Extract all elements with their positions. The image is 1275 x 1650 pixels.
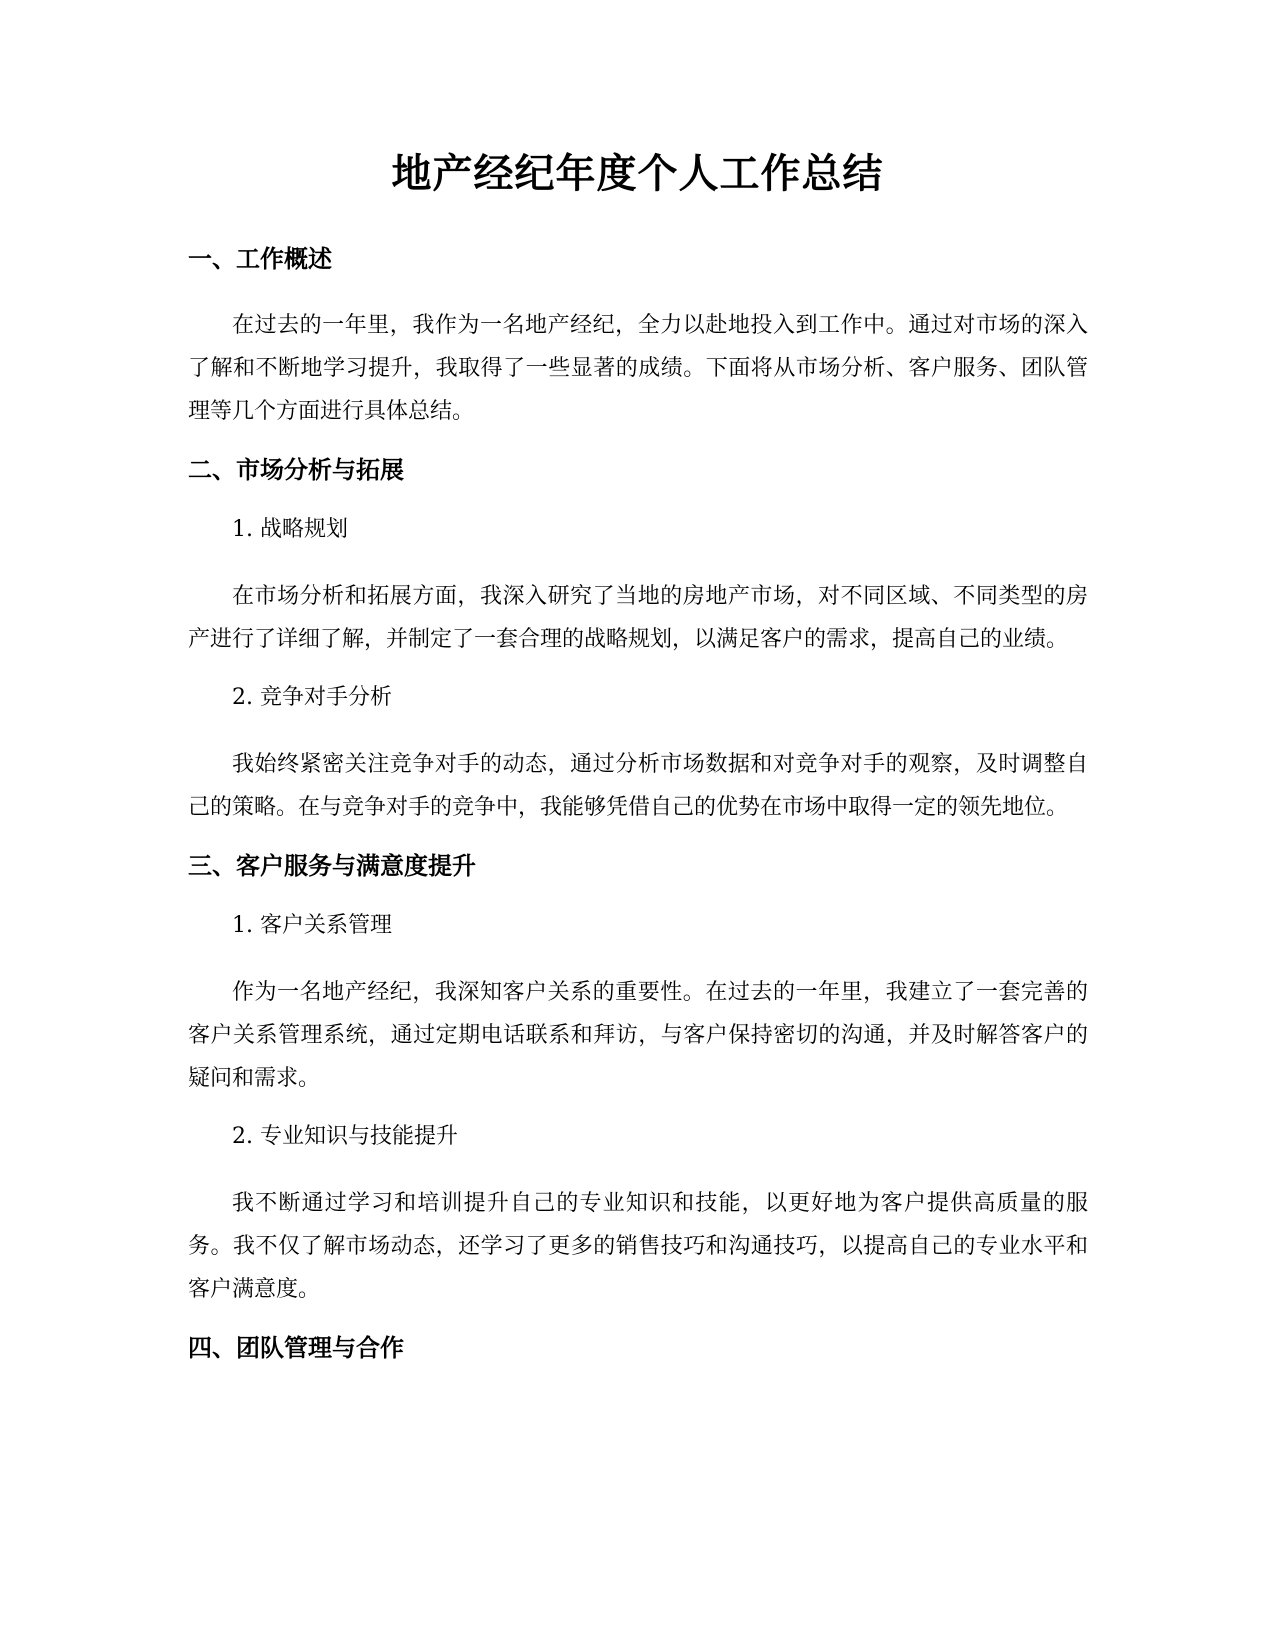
subsection-title: 1. 客户关系管理 [232, 913, 392, 938]
section-heading: 二、市场分析与拓展 [188, 456, 404, 484]
section-heading: 一、工作概述 [188, 245, 332, 273]
section-work-overview [188, 244, 1088, 433]
body-paragraph: 我始终紧密关注竞争对手的动态，通过分析市场数据和对竞争对手的观察，及时调整自己的策略。在与竞争对手的竞争中，我能够凭借自己的优势在市场中取得一定的领先地位。 [188, 752, 1088, 820]
document-title: 地产经纪年度个人工作总结 [391, 151, 884, 197]
subsection-title: 2. 竞争对手分析 [232, 685, 392, 710]
section-heading: 四、团队管理与合作 [188, 1334, 404, 1362]
body-paragraph: 在过去的一年里，我作为一名地产经纪，全力以赴地投入到工作中。通过对市场的深入了解和不断地学习提升，我取得了一些显著的成绩。下面将从市场分析、客户服务、团队管理等几个方面进行具体总结。 [188, 313, 1088, 424]
body-paragraph: 我不断通过学习和培训提升自己的专业知识和技能，以更好地为客户提供高质量的服务。我不仅了解市场动态，还学习了更多的销售技巧和沟通技巧，以提高自己的专业水平和客户满意度。 [188, 1191, 1088, 1302]
body-paragraph: 作为一名地产经纪，我深知客户关系的重要性。在过去的一年里，我建立了一套完善的客户关系管理系统，通过定期电话联系和拜访，与客户保持密切的沟通，并及时解答客户的疑问和需求。 [188, 980, 1088, 1091]
section-heading: 三、客户服务与满意度提升 [188, 852, 476, 880]
body-paragraph: 在市场分析和拓展方面，我深入研究了当地的房地产市场，对不同区域、不同类型的房产进行了详细了解，并制定了一套合理的战略规划，以满足客户的需求，提高自己的业绩。 [188, 584, 1088, 652]
subsection-title: 1. 战略规划 [232, 517, 348, 542]
section-market-analysis [188, 455, 1088, 829]
subsection-title: 2. 专业知识与技能提升 [232, 1124, 458, 1149]
document-body [188, 244, 1088, 1393]
section-customer-service [188, 851, 1088, 1311]
section-team-management [188, 1333, 1088, 1363]
